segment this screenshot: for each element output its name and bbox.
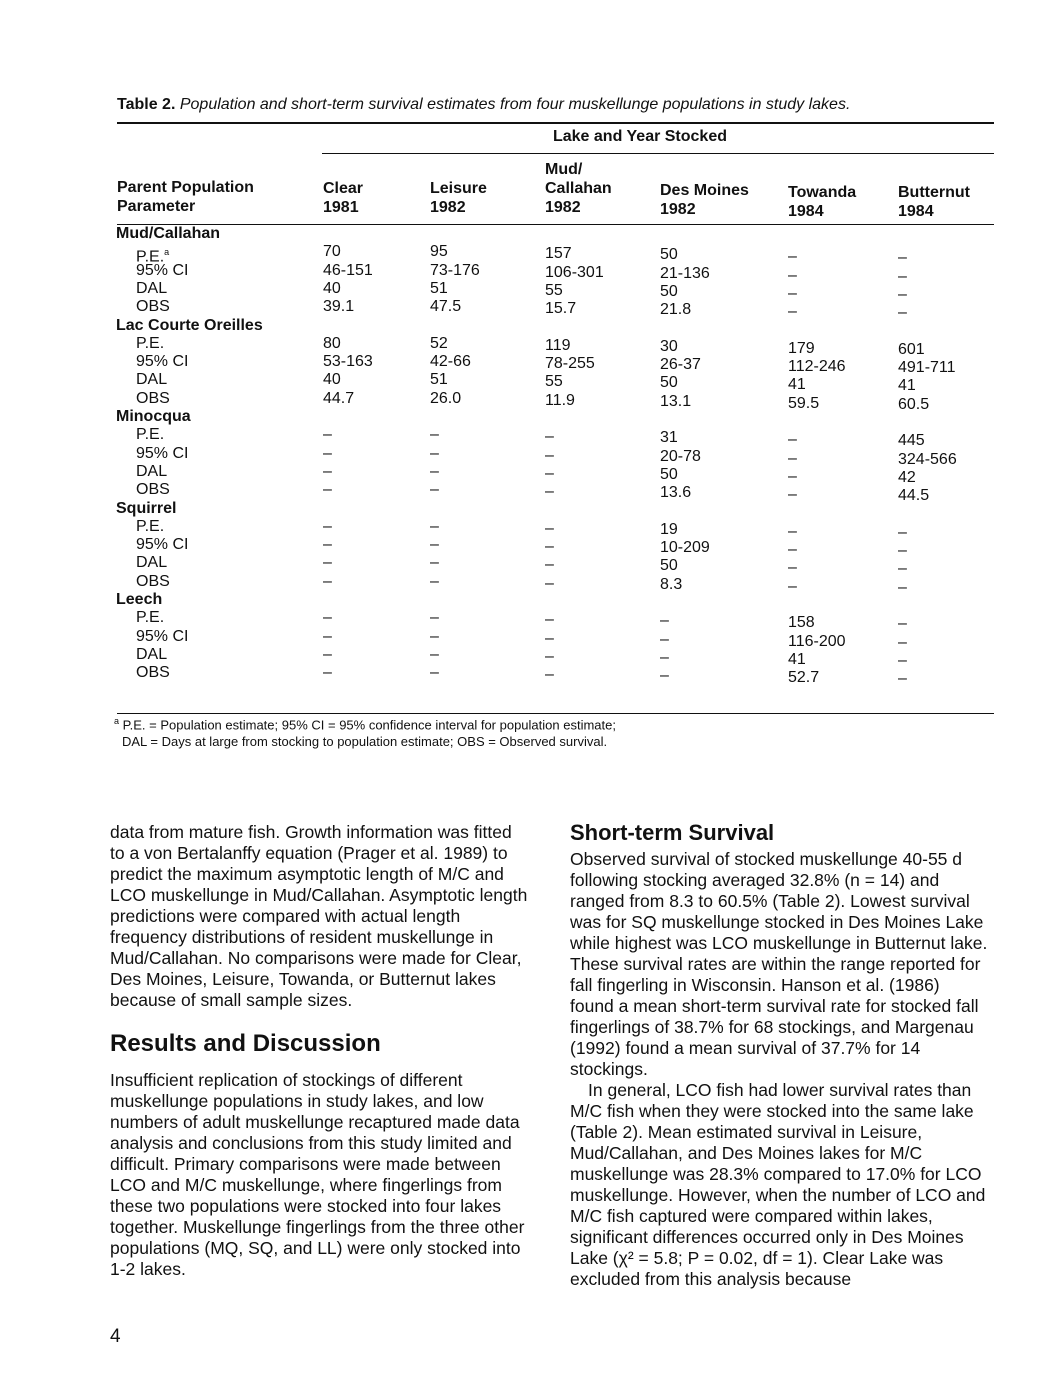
- table-cell: 41: [788, 376, 806, 394]
- left-paragraph-1: data from mature fish. Growth information was fitted to a von Bertalanffy equation (Prager et al. 1989) to predict the maximum asymptotic length of M/C and LCO muskellunge in Mud/Callahan. Asymptotic length predictions were compared with actual length frequency distributions of resident muskellunge in Mud/Callahan. No comparisons were made for Clear, Des Moines, Leisure, Towanda, or Butternut lakes because of small sample sizes.: [110, 822, 528, 1010]
- table-cell: –: [323, 572, 332, 590]
- table-cell: –: [660, 648, 669, 666]
- table-cell: –: [323, 444, 332, 462]
- table-cell: –: [788, 248, 797, 266]
- table-top-rule: [117, 122, 994, 124]
- column-header-leisure: Leisure 1982: [430, 180, 487, 216]
- table-cell: 158: [788, 614, 815, 632]
- table-cell: –: [898, 304, 907, 322]
- param-text: OBS: [136, 298, 170, 316]
- table-footnote: [114, 713, 616, 750]
- table-cell: –: [660, 630, 669, 648]
- table-cell: 41: [788, 650, 806, 668]
- table-cell: –: [898, 523, 907, 541]
- table-cell: –: [660, 667, 669, 685]
- table-cell: –: [660, 612, 669, 630]
- param-text: OBS: [136, 664, 170, 682]
- group-header: Lake and Year Stocked: [552, 128, 727, 145]
- param-label: [136, 463, 167, 481]
- table-cell: –: [545, 666, 554, 684]
- table-cell: –: [788, 559, 797, 577]
- table-cell: 119: [545, 336, 571, 354]
- param-label: [136, 353, 188, 371]
- table-cell: –: [430, 645, 439, 663]
- stub-header: [117, 178, 254, 216]
- table-cell: 179: [788, 339, 815, 357]
- table-cell: 20-78: [660, 447, 701, 465]
- param-text: OBS: [136, 389, 170, 407]
- table-cell: –: [430, 609, 439, 627]
- table-cell: –: [323, 536, 332, 554]
- param-label: [136, 481, 170, 499]
- table-cell: 157: [545, 245, 572, 263]
- table-cell: 50: [660, 246, 678, 264]
- table-cell: –: [323, 481, 332, 499]
- param-text: DAL: [136, 462, 168, 480]
- table-cell: 55: [545, 373, 563, 391]
- table-cell: 41: [898, 377, 916, 395]
- table-cell: –: [545, 574, 554, 592]
- table-cell: 491-711: [898, 359, 956, 377]
- group-name: Mud/Callahan: [116, 225, 221, 242]
- param-text: 95% CI: [136, 261, 189, 279]
- param-text: P.E.: [136, 248, 165, 266]
- table-cell: 13.6: [660, 484, 692, 502]
- group-header-rule: [322, 153, 994, 154]
- table-cell: 11.9: [545, 391, 575, 409]
- param-text: 95% CI: [136, 627, 189, 645]
- table-cell: –: [430, 627, 439, 645]
- table-cell: –: [430, 554, 439, 572]
- table-cell: –: [898, 670, 907, 688]
- table-cell: 55: [545, 281, 563, 299]
- group-name: Minocqua: [116, 408, 191, 425]
- right-paragraph-1: Observed survival of stocked muskellunge 40-55 d following stocking averaged 32.8% (n = 14) and ranged from 8.3 to 60.5% (Table 2). Lowest survival was for SQ muskellunge stocked in Des Moines Lake while highest was LCO muskellunge in Butternut lake. These survival rates are within the range reported for fall fingerling in Wisconsin. Hanson et al. (1986) found a mean short-term survival rate for stocked fall fingerlings of 38.7% for 68 stockings, and Margenau (1992) found a mean survival of 37.7% for 14 stockings.: [570, 849, 988, 1079]
- param-label: [136, 573, 170, 591]
- left-paragraph-2: Insufficient replication of stockings of different muskellunge populations in study lakes, and low numbers of adult muskellunge recaptured made data analysis and conclusions from this study limited and difficult. Primary comparisons were made between LCO and M/C muskellunge, where fingerlings from these two populations were stocked into four lakes together. Muskellunge fingerlings from the three other populations (MQ, SQ, and LL) were only stocked into 1-2 lakes.: [110, 1070, 525, 1279]
- table-cell: 44.5: [898, 487, 930, 505]
- table-cell: –: [430, 444, 439, 462]
- table-cell: –: [430, 664, 439, 682]
- table-cell: 50: [660, 557, 678, 575]
- table-cell: 19: [660, 520, 678, 538]
- table-cell: 50: [660, 465, 678, 483]
- table-cell: –: [545, 611, 554, 629]
- table-cell: 46-151: [323, 261, 373, 279]
- table-cell: –: [898, 267, 907, 285]
- footnote-marker: a: [114, 716, 120, 726]
- table-cell: –: [898, 651, 907, 669]
- param-text: 95% CI: [136, 444, 189, 462]
- table-cell: –: [323, 426, 332, 444]
- table-cell: –: [898, 615, 907, 633]
- table-cell: 112-246: [788, 358, 846, 376]
- group-name: Squirrel: [116, 499, 177, 517]
- table-cell: –: [545, 647, 554, 665]
- table-cell: 21.8: [660, 301, 692, 319]
- table-cell: 15.7: [545, 300, 577, 318]
- right-paragraph-2: In general, LCO fish had lower survival rates than M/C fish when they were stocked into the same lake (Table 2). Mean estimated survival in Leisure, Mud/Callahan, and Des Moines lakes for M/C muskellunge was 28.3% compared to 17.0% for LCO muskellunge. However, when the number of LCO and M/C fish captured were compared within lakes, significant differences occurred only in Des Moines Lake (χ² = 5.8; P = 0.02, df = 1). Clear Lake was excluded from this analysis because: [570, 1080, 986, 1289]
- param-label: [136, 262, 188, 280]
- stub-header-line2: Parameter: [117, 198, 196, 215]
- table-cell: 324-566: [898, 450, 957, 468]
- table-cell: 10-209: [660, 539, 710, 557]
- footnote-line1: P.E. = Population estimate; 95% CI = 95% confidence interval for population estimate;: [122, 717, 616, 733]
- table-cell: 44.7: [323, 389, 355, 407]
- table-cell: –: [788, 522, 797, 540]
- table-cell: –: [788, 303, 797, 321]
- column-header-towanda: Towanda 1984: [788, 184, 857, 220]
- table-cell: –: [545, 556, 554, 574]
- table-cell: –: [323, 517, 332, 535]
- param-label: [136, 518, 164, 536]
- table-cell: –: [323, 609, 332, 627]
- table-cell: 42: [898, 468, 916, 486]
- footnote-line2: DAL = Days at large from stocking to population estimate; OBS = Observed survival.: [122, 734, 608, 750]
- column-header-clear: Clear 1981: [323, 180, 364, 216]
- column-header-mud-callahan: Mud/ Callahan 1982: [545, 161, 612, 216]
- stub-header-line1: Parent Population: [117, 179, 254, 196]
- param-text: P.E.: [136, 517, 165, 535]
- table-cell: 52.7: [788, 669, 820, 687]
- param-label: [136, 280, 167, 298]
- table-cell: –: [788, 577, 797, 595]
- param-text: P.E.: [136, 609, 165, 627]
- table-cell: 116-200: [788, 632, 846, 650]
- table-cell: 106-301: [545, 263, 604, 281]
- param-text: DAL: [136, 371, 168, 389]
- table-cell: 50: [660, 282, 678, 300]
- page-number: 4: [110, 1326, 121, 1347]
- table-cell: –: [545, 629, 554, 647]
- table-cell: 13.1: [660, 392, 692, 410]
- table-cell: –: [898, 578, 907, 596]
- table-cell: –: [788, 431, 797, 449]
- param-text: OBS: [136, 481, 170, 499]
- param-text: DAL: [136, 279, 168, 297]
- param-label: [136, 646, 167, 664]
- param-label: [136, 298, 170, 316]
- param-text: 95% CI: [136, 353, 189, 371]
- column-header-butternut: Butternut 1984: [898, 184, 970, 220]
- param-label: [136, 609, 164, 627]
- table-cell: –: [898, 542, 907, 560]
- table-cell: –: [545, 428, 554, 446]
- table-cell: 78-255: [545, 355, 595, 373]
- table-cell: 39.1: [323, 298, 355, 316]
- param-label: [136, 371, 167, 389]
- param-label: [136, 536, 188, 554]
- table-cell: –: [545, 519, 554, 537]
- table-cell: 601: [898, 340, 925, 358]
- table-cell: –: [430, 536, 439, 554]
- table-caption-text: Population and short-term survival estimates from four muskellunge populations in study lakes.: [179, 96, 851, 113]
- table-cell: –: [788, 284, 797, 302]
- table-cell: –: [788, 266, 797, 284]
- table-cell: 21-136: [660, 264, 710, 282]
- table-cell: –: [788, 449, 797, 467]
- param-label: [136, 426, 164, 444]
- table-cell: –: [898, 249, 907, 267]
- table-cell: 30: [660, 337, 678, 355]
- table-cell: 80: [323, 334, 341, 352]
- table-cell: 51: [430, 371, 448, 389]
- param-label: [136, 664, 170, 682]
- table-cell: –: [323, 664, 332, 682]
- table-cell: –: [323, 554, 332, 572]
- column-header-des-moines: Des Moines 1982: [660, 182, 749, 218]
- param-label: [136, 628, 188, 646]
- param-text: 95% CI: [136, 536, 189, 554]
- table-cell: 70: [323, 243, 341, 261]
- group-name: Lac Courte Oreilles: [116, 316, 263, 334]
- param-text: P.E.: [136, 334, 165, 352]
- table-cell: 26.0: [430, 389, 462, 407]
- table-cell: –: [430, 462, 439, 480]
- table-cell: 53-163: [323, 353, 373, 371]
- param-text: OBS: [136, 572, 170, 590]
- table-caption-label: Table 2.: [117, 96, 176, 113]
- table-cell: –: [430, 426, 439, 444]
- table-cell: 31: [660, 429, 678, 447]
- table-cell: 59.5: [788, 394, 820, 412]
- table-cell: 52: [430, 334, 448, 352]
- table-caption: [117, 96, 997, 114]
- param-text: P.E.: [136, 426, 165, 444]
- short-term-survival-heading: Short-term Survival: [570, 820, 775, 845]
- header-bottom-rule: [117, 224, 994, 225]
- table-cell: –: [323, 645, 332, 663]
- group-name: Leech: [116, 591, 163, 608]
- right-column: [570, 822, 988, 1290]
- table-cell: 42-66: [430, 353, 471, 371]
- table-cell: 445: [898, 432, 925, 450]
- results-heading: Results and Discussion: [110, 1030, 381, 1057]
- param-text: DAL: [136, 645, 168, 663]
- param-text: DAL: [136, 554, 168, 572]
- table-cell: –: [430, 572, 439, 590]
- table-cell: 60.5: [898, 395, 930, 413]
- table-cell: –: [430, 481, 439, 499]
- table-cell: 40: [323, 279, 341, 297]
- table-cell: –: [545, 483, 554, 501]
- param-label: [136, 445, 188, 463]
- table-cell: 51: [430, 279, 448, 297]
- left-column: [110, 822, 528, 1280]
- table-cell: 73-176: [430, 261, 480, 279]
- table-cell: –: [898, 560, 907, 578]
- param-label: [136, 554, 167, 572]
- table-cell: 40: [323, 371, 341, 389]
- table-cell: –: [898, 285, 907, 303]
- table-cell: –: [788, 467, 797, 485]
- table-cell: –: [545, 464, 554, 482]
- table-cell: 95: [430, 243, 448, 261]
- table-cell: 47.5: [430, 298, 462, 316]
- table-cell: –: [788, 486, 797, 504]
- table-cell: –: [898, 633, 907, 651]
- table-cell: –: [323, 462, 332, 480]
- table-cell: –: [788, 541, 797, 559]
- param-superscript: a: [164, 247, 170, 258]
- table-cell: 50: [660, 374, 678, 392]
- param-label: [136, 390, 170, 408]
- table-cell: –: [323, 627, 332, 645]
- table-cell: –: [430, 517, 439, 535]
- param-label: [136, 335, 164, 353]
- table-cell: –: [545, 538, 554, 556]
- table-cell: 8.3: [660, 575, 683, 593]
- table-cell: –: [545, 446, 554, 464]
- table-cell: 26-37: [660, 356, 701, 374]
